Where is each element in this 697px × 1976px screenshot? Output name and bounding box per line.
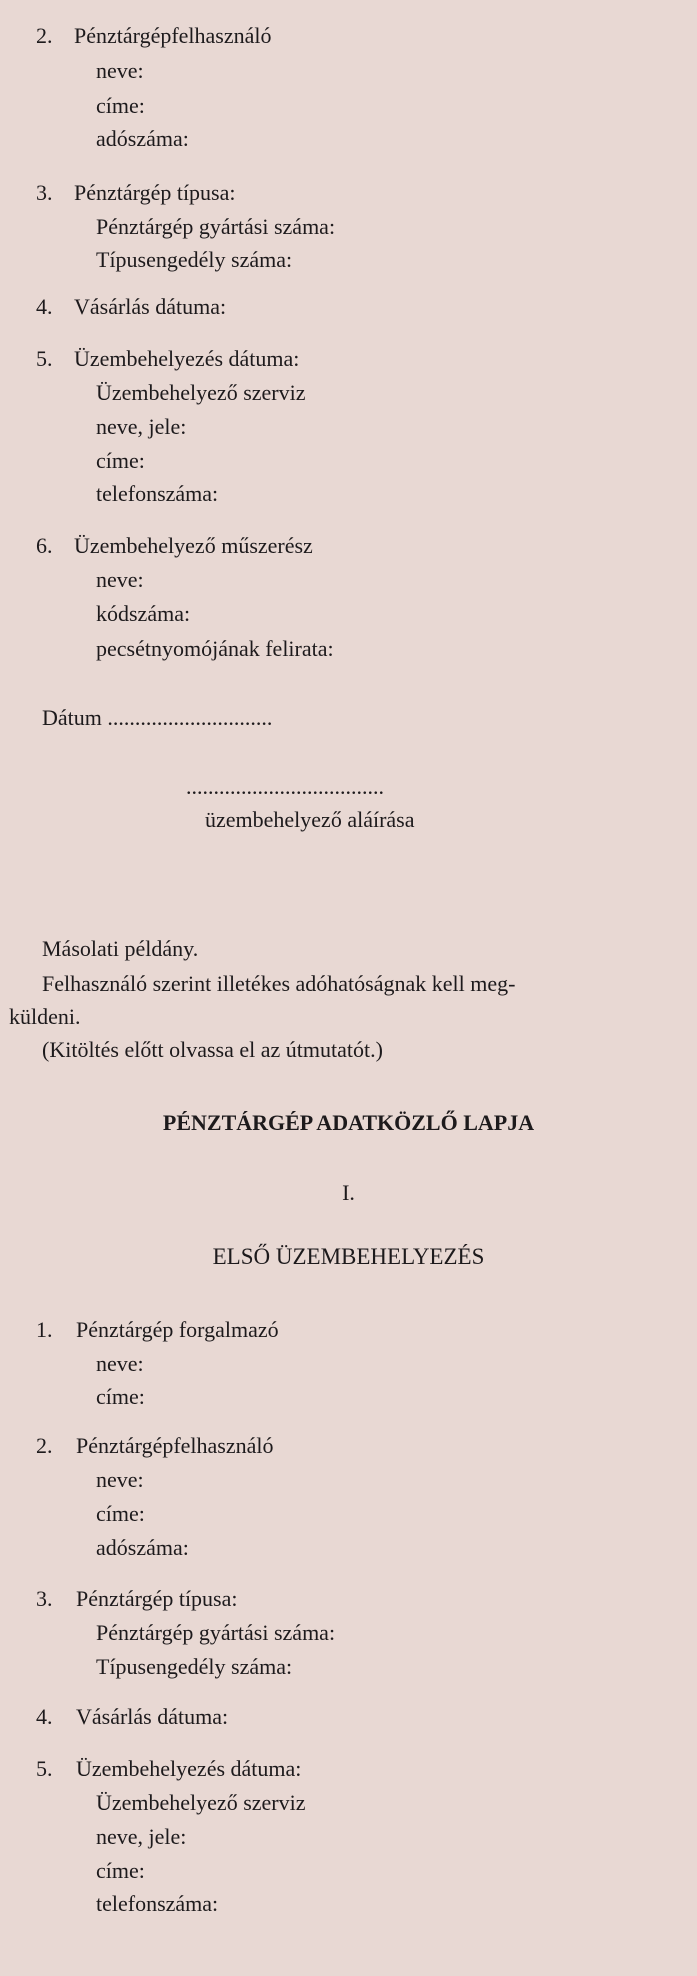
field-label: Üzembehelyező szerviz	[96, 1790, 306, 1815]
field-label: Típusengedély száma:	[96, 247, 293, 272]
item-title: Vásárlás dátuma:	[76, 1704, 229, 1729]
roman-numeral: I.	[342, 1180, 355, 1205]
field-label: neve, jele:	[96, 1824, 187, 1849]
copy-notice-line: küldeni.	[9, 1004, 81, 1029]
item-title: Üzembehelyezés dátuma:	[74, 346, 300, 371]
item-title: Vásárlás dátuma:	[74, 294, 227, 319]
field-label: neve, jele:	[96, 414, 187, 439]
field-label: pecsétnyomójának felirata:	[96, 636, 334, 661]
item-number: 1.	[36, 1317, 53, 1342]
item-title: Pénztárgépfelhasználó	[76, 1433, 274, 1458]
item-number: 2.	[36, 1433, 53, 1458]
item-title: Üzembehelyező műszerész	[74, 533, 313, 558]
field-label: adószáma:	[96, 126, 189, 151]
field-label: neve:	[96, 567, 144, 592]
field-label: címe:	[96, 448, 145, 473]
field-label: telefonszáma:	[96, 1891, 219, 1916]
signature-line: ....................................	[186, 774, 384, 799]
item-number: 3.	[36, 1586, 53, 1611]
copy-notice-line: Felhasználó szerint illetékes adóhatóságnak kell meg-	[42, 971, 516, 996]
field-label: Üzembehelyező szerviz	[96, 380, 306, 405]
field-label: Pénztárgép gyártási száma:	[96, 214, 336, 239]
field-label: neve:	[96, 58, 144, 83]
item-number: 2.	[36, 23, 53, 48]
copy-notice-line: (Kitöltés előtt olvassa el az útmutatót.)	[42, 1037, 383, 1062]
field-label: címe:	[96, 1501, 145, 1526]
item-number: 4.	[36, 1704, 53, 1729]
item-number: 4.	[36, 294, 53, 319]
field-label: telefonszáma:	[96, 481, 219, 506]
field-label: címe:	[96, 1858, 145, 1883]
item-title: Pénztárgép típusa:	[76, 1586, 238, 1611]
item-title: Pénztárgép forgalmazó	[76, 1317, 279, 1342]
copy-notice-line: Másolati példány.	[42, 936, 199, 961]
item-title: Pénztárgép típusa:	[74, 180, 236, 205]
field-label: Típusengedély száma:	[96, 1654, 293, 1679]
item-title: Üzembehelyezés dátuma:	[76, 1756, 302, 1781]
item-title: Pénztárgépfelhasználó	[74, 23, 272, 48]
field-label: neve:	[96, 1467, 144, 1492]
field-label: neve:	[96, 1351, 144, 1376]
signature-label: üzembehelyező aláírása	[205, 807, 415, 832]
field-label: címe:	[96, 1384, 145, 1409]
field-label: adószáma:	[96, 1535, 189, 1560]
item-number: 6.	[36, 533, 53, 558]
field-label: címe:	[96, 93, 145, 118]
item-number: 5.	[36, 1756, 53, 1781]
date-field: Dátum ..............................	[42, 705, 273, 730]
section-heading: ELSŐ ÜZEMBEHELYEZÉS	[212, 1244, 485, 1269]
item-number: 5.	[36, 346, 53, 371]
field-label: Pénztárgép gyártási száma:	[96, 1620, 336, 1645]
form-title: PÉNZTÁRGÉP ADATKÖZLŐ LAPJA	[162, 1110, 535, 1135]
field-label: kódszáma:	[96, 601, 191, 626]
item-number: 3.	[36, 180, 53, 205]
